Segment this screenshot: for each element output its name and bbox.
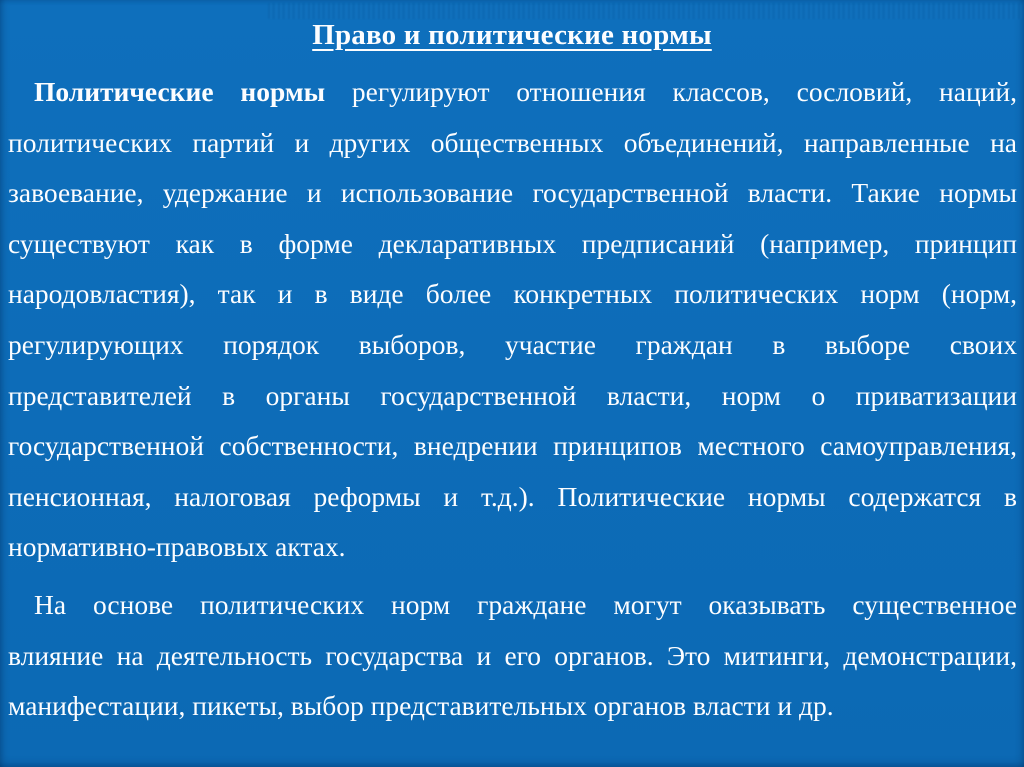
paragraph (8, 67, 1017, 573)
text-segment: влияние на деятельность государства и его органов. Это митинги, демонстрации, (8, 639, 1017, 671)
text-segment: манифестации, пикеты, выбор представительных органов власти и др. (8, 690, 834, 722)
text-segment: пенсионная, налоговая реформы и т.д.). Политические нормы содержатся в (8, 480, 1017, 512)
text-line (8, 219, 1017, 270)
paragraph (8, 580, 1017, 732)
text-line (8, 522, 1017, 573)
slide-title-text: Право и политические нормы (312, 19, 712, 51)
text-segment: представителей в органы государственной власти, норм о приватизации (8, 379, 1017, 411)
text-line (8, 269, 1017, 320)
text-line (8, 472, 1017, 523)
text-segment: народовластия), так и в виде более конкретных политических норм (норм, (8, 278, 1017, 310)
text-segment: регулируют отношения классов, сословий, наций, (325, 76, 1017, 107)
text-line (8, 371, 1017, 422)
text-line (8, 320, 1017, 371)
text-segment: регулирующих порядок выборов, участие граждан в выборе своих (8, 328, 1017, 360)
text-line (8, 67, 1017, 118)
text-line (8, 118, 1017, 169)
text-line (8, 421, 1017, 472)
text-line (8, 631, 1017, 682)
text-line (8, 681, 1017, 732)
text-segment: На основе политических норм граждане могут оказывать существенное (34, 588, 1017, 620)
text-segment: государственной собственности, внедрении принципов местного самоуправления, (8, 430, 1017, 462)
text-line (8, 580, 1017, 631)
text-segment: существуют как в форме декларативных предписаний (например, принцип (8, 227, 1017, 259)
text-segment: нормативно-правовых актах. (8, 531, 346, 563)
text-segment: политических партий и других общественных объединений, направленные на (8, 126, 1017, 158)
bold-text-segment: Политические нормы (34, 76, 326, 107)
text-segment: завоевание, удержание и использование государственной власти. Такие нормы (8, 177, 1017, 209)
text-line (8, 168, 1017, 219)
slide-title (0, 0, 1024, 55)
slide-body (0, 67, 1024, 732)
